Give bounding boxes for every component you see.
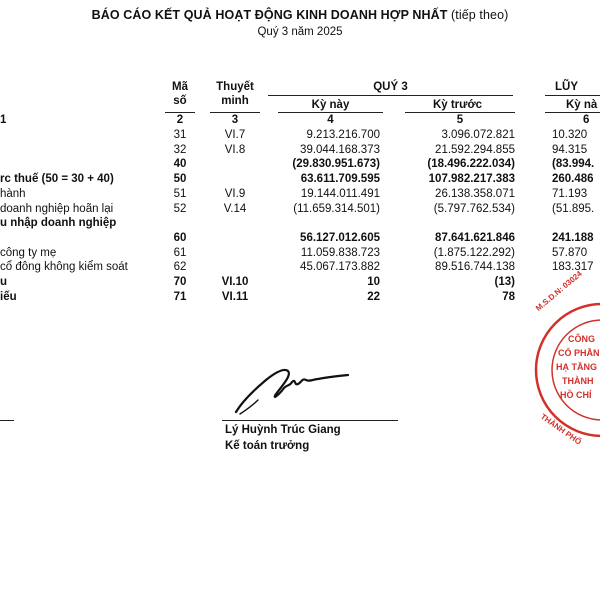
stamp-ring-bottom: THÀNH PHỐ: [538, 412, 583, 447]
table-row: [0, 290, 600, 304]
row-current-value: 19.144.011.491: [300, 187, 380, 200]
company-stamp: [532, 269, 600, 447]
row-current-value: 56.127.012.605: [300, 231, 380, 244]
row-code: 40: [173, 158, 187, 171]
quarter-group-header: QUÝ 3: [373, 81, 408, 93]
accum-current-header: Kỳ nà: [566, 99, 598, 111]
signature-rule: [222, 420, 398, 421]
row-accum-value: 241.188: [552, 231, 594, 244]
column-number-5: 5: [456, 114, 464, 126]
row-previous-value: 26.138.358.071: [435, 187, 515, 200]
table-row: [0, 157, 600, 171]
row-accum-value: 260.486: [552, 173, 594, 186]
report-title-suffix: (tiếp theo): [451, 8, 509, 22]
row-current-value: 11.059.838.723: [300, 246, 380, 259]
row-accum-value: 57.870: [552, 246, 588, 259]
row-label: iếu: [0, 290, 17, 303]
row-label: u: [0, 276, 8, 288]
accum-group-header: LŨY: [555, 81, 578, 93]
table-row: [0, 143, 600, 157]
row-code: 52: [173, 202, 187, 215]
row-current-value: 45.067.173.882: [300, 261, 380, 274]
row-label: hành: [0, 187, 26, 200]
current-col-rule: [278, 112, 383, 113]
previous-col-rule: [405, 112, 515, 113]
row-note: VI.9: [224, 187, 246, 200]
row-previous-value: 89.516.744.138: [435, 261, 515, 274]
column-number-6: 6: [583, 114, 590, 126]
row-label: rc thuế (50 = 30 + 40): [0, 173, 114, 186]
table-row: [0, 260, 600, 274]
row-current-value: 22: [367, 290, 380, 303]
row-code: 60: [173, 231, 187, 244]
code-header: Mã số: [172, 81, 188, 107]
report-title-main: BÁO CÁO KẾT QUẢ HOẠT ĐỘNG KINH DOANH HỢP NHẤT: [91, 8, 448, 22]
row-note: VI.8: [224, 143, 246, 156]
report-period: Quý 3 năm 2025: [257, 26, 343, 38]
table-row: [0, 275, 600, 289]
accum-header-rule: [545, 95, 600, 96]
signatory-position: Kế toán trưởng: [225, 440, 310, 452]
current-period-header: Kỳ này: [311, 99, 350, 111]
table-row: [0, 128, 600, 142]
signatory-name: Lý Huỳnh Trúc Giang: [225, 424, 341, 436]
row-accum-value: 10.320: [552, 129, 588, 141]
stamp-line-4: THÀNH: [562, 376, 594, 386]
row-note: VI.10: [221, 276, 249, 288]
row-label: công ty mẹ: [0, 246, 57, 259]
row-previous-value: 78: [502, 290, 515, 303]
code-col-rule: [165, 112, 195, 113]
column-number-2: 2: [176, 114, 184, 126]
row-previous-value: (13): [494, 276, 515, 288]
table-row: [0, 187, 600, 201]
note-header: Thuyết minh: [216, 81, 254, 107]
row-previous-value: (5.797.762.534): [433, 202, 515, 215]
row-label: doanh nghiệp hoãn lại: [0, 202, 114, 215]
column-number-4: 4: [327, 114, 334, 126]
row-previous-value: (1.875.122.292): [433, 246, 515, 259]
stamp-line-5: HỒ CHÍ: [560, 390, 592, 400]
report-title: [0, 8, 600, 22]
row-accum-value: 183.317: [552, 261, 594, 274]
stamp-line-1: CÔNG: [568, 334, 595, 344]
row-code: 62: [173, 261, 187, 274]
table-row: [0, 231, 600, 245]
row-current-value: 9.213.216.700: [306, 129, 380, 141]
row-note: VI.11: [221, 290, 249, 303]
stamp-ring-text: M.S.D.N: 03024: [534, 269, 584, 313]
table-row: [0, 216, 600, 230]
previous-period-header: Kỳ trước: [432, 99, 483, 111]
row-current-value: (29.830.951.673): [292, 158, 380, 171]
stamp-line-3: HẠ TẦNG: [556, 362, 597, 372]
row-label: cổ đông không kiểm soát: [0, 261, 128, 274]
row-note: V.14: [223, 202, 247, 215]
row-current-value: 10: [367, 276, 380, 288]
row-code: 71: [173, 290, 187, 303]
row-code: 50: [173, 173, 187, 186]
row-previous-value: (18.496.222.034): [427, 158, 515, 171]
row-current-value: (11.659.314.501): [293, 202, 380, 215]
handwritten-signature: [232, 362, 352, 420]
row-code: 61: [173, 246, 187, 259]
table-row: [0, 172, 600, 186]
row-accum-value: 71.193: [552, 187, 588, 200]
column-number-1: 1: [0, 114, 7, 126]
left-signature-rule: [0, 420, 14, 421]
accum-col-rule: [545, 112, 600, 113]
row-accum-value: (51.895.: [552, 202, 595, 215]
row-code: 32: [173, 143, 187, 156]
row-note: VI.7: [224, 129, 246, 141]
row-code: 51: [173, 187, 187, 200]
stamp-line-2: CỔ PHẦN: [558, 348, 600, 358]
row-accum-value: (83.994.: [552, 158, 595, 171]
row-previous-value: 21.592.294.855: [435, 143, 515, 156]
row-code: 31: [173, 129, 187, 141]
row-previous-value: 87.641.621.846: [435, 231, 515, 244]
quarter-header-rule: [268, 95, 513, 96]
row-label: u nhập doanh nghiệp: [0, 217, 117, 230]
row-current-value: 63.611.709.595: [300, 173, 380, 186]
row-code: 70: [173, 276, 187, 288]
row-accum-value: 94.315: [552, 143, 588, 156]
table-row: [0, 202, 600, 216]
table-row: [0, 246, 600, 260]
note-col-rule: [210, 112, 260, 113]
row-current-value: 39.044.168.373: [300, 143, 380, 156]
column-number-3: 3: [231, 114, 239, 126]
row-previous-value: 107.982.217.383: [428, 173, 515, 186]
row-previous-value: 3.096.072.821: [441, 129, 515, 141]
